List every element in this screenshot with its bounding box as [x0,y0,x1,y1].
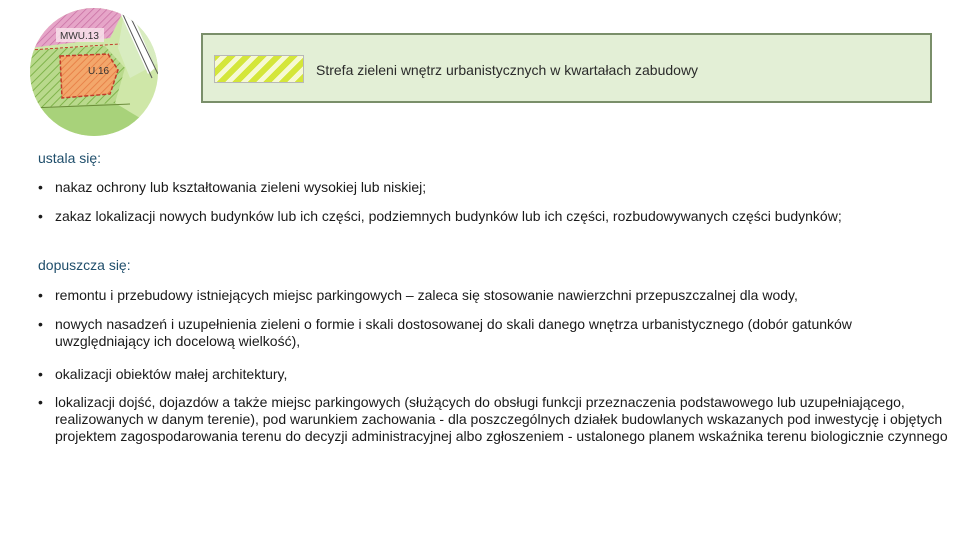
legend-label: Strefa zieleni wnętrz urbanistycznych w kwartałach zabudowy [316,62,699,78]
plan-map-excerpt [30,8,158,136]
map-image [30,8,158,136]
bullet-dot: • [38,179,43,195]
list-item-text: lokalizacji dojść, dojazdów a także miejsc parkingowych (służących do obsługi funkcji przeznaczenia podstawowego lub uzupełniającego, realizowanych w danym terenie), pod warunkiem zachowania - dla poszczególnych działek budowlanych wskazanych pod inwestycję i objętych projektem zagospodarowania terenu do decyzji administracyjnej albo zgłoszeniem - ustalonego planem wskaźnika terenu biologicznie czynnego [55,394,948,444]
list-item-text: zakaz lokalizacji nowych budynków lub ich części, podziemnych budynków lub ich części, rozbudowywanych części budynków; [55,208,842,224]
list-item-text: nakaz ochrony lub kształtowania zieleni wysokiej lub niskiej; [55,179,427,195]
list-item-text: okalizacji obiektów małej architektury, [55,366,288,382]
list-item-text: nowych nasadzeń i uzupełnienia zieleni o formie i skali dostosowanej do skali danego wnętrza urbanistycznego (dobór gatunków uwzględniający ich docelową wielkość), [55,316,852,349]
bullet-dot: • [38,208,43,224]
bullet-dot: • [38,316,43,332]
bullet-dot: • [38,287,43,303]
list-item [38,179,950,196]
list-item-text: remontu i przebudowy istniejących miejsc parkingowych – zaleca się stosowanie nawierzchni przepuszczalnej dla wody, [55,287,798,303]
list-item [38,287,950,304]
bullet-dot: • [38,366,43,382]
map-label-u16: U.16 [88,66,110,77]
heading-dopuszcza: dopuszcza się: [38,257,131,273]
legend-box [201,33,932,103]
list-item [38,316,950,350]
legend-hatch-swatch [214,55,304,83]
list-item [38,208,950,225]
bullet-dot: • [38,394,43,410]
heading-ustala: ustala się: [38,150,102,166]
list-item [38,394,950,445]
map-label-mwu: MWU.13 [60,31,99,42]
list-item [38,366,950,383]
